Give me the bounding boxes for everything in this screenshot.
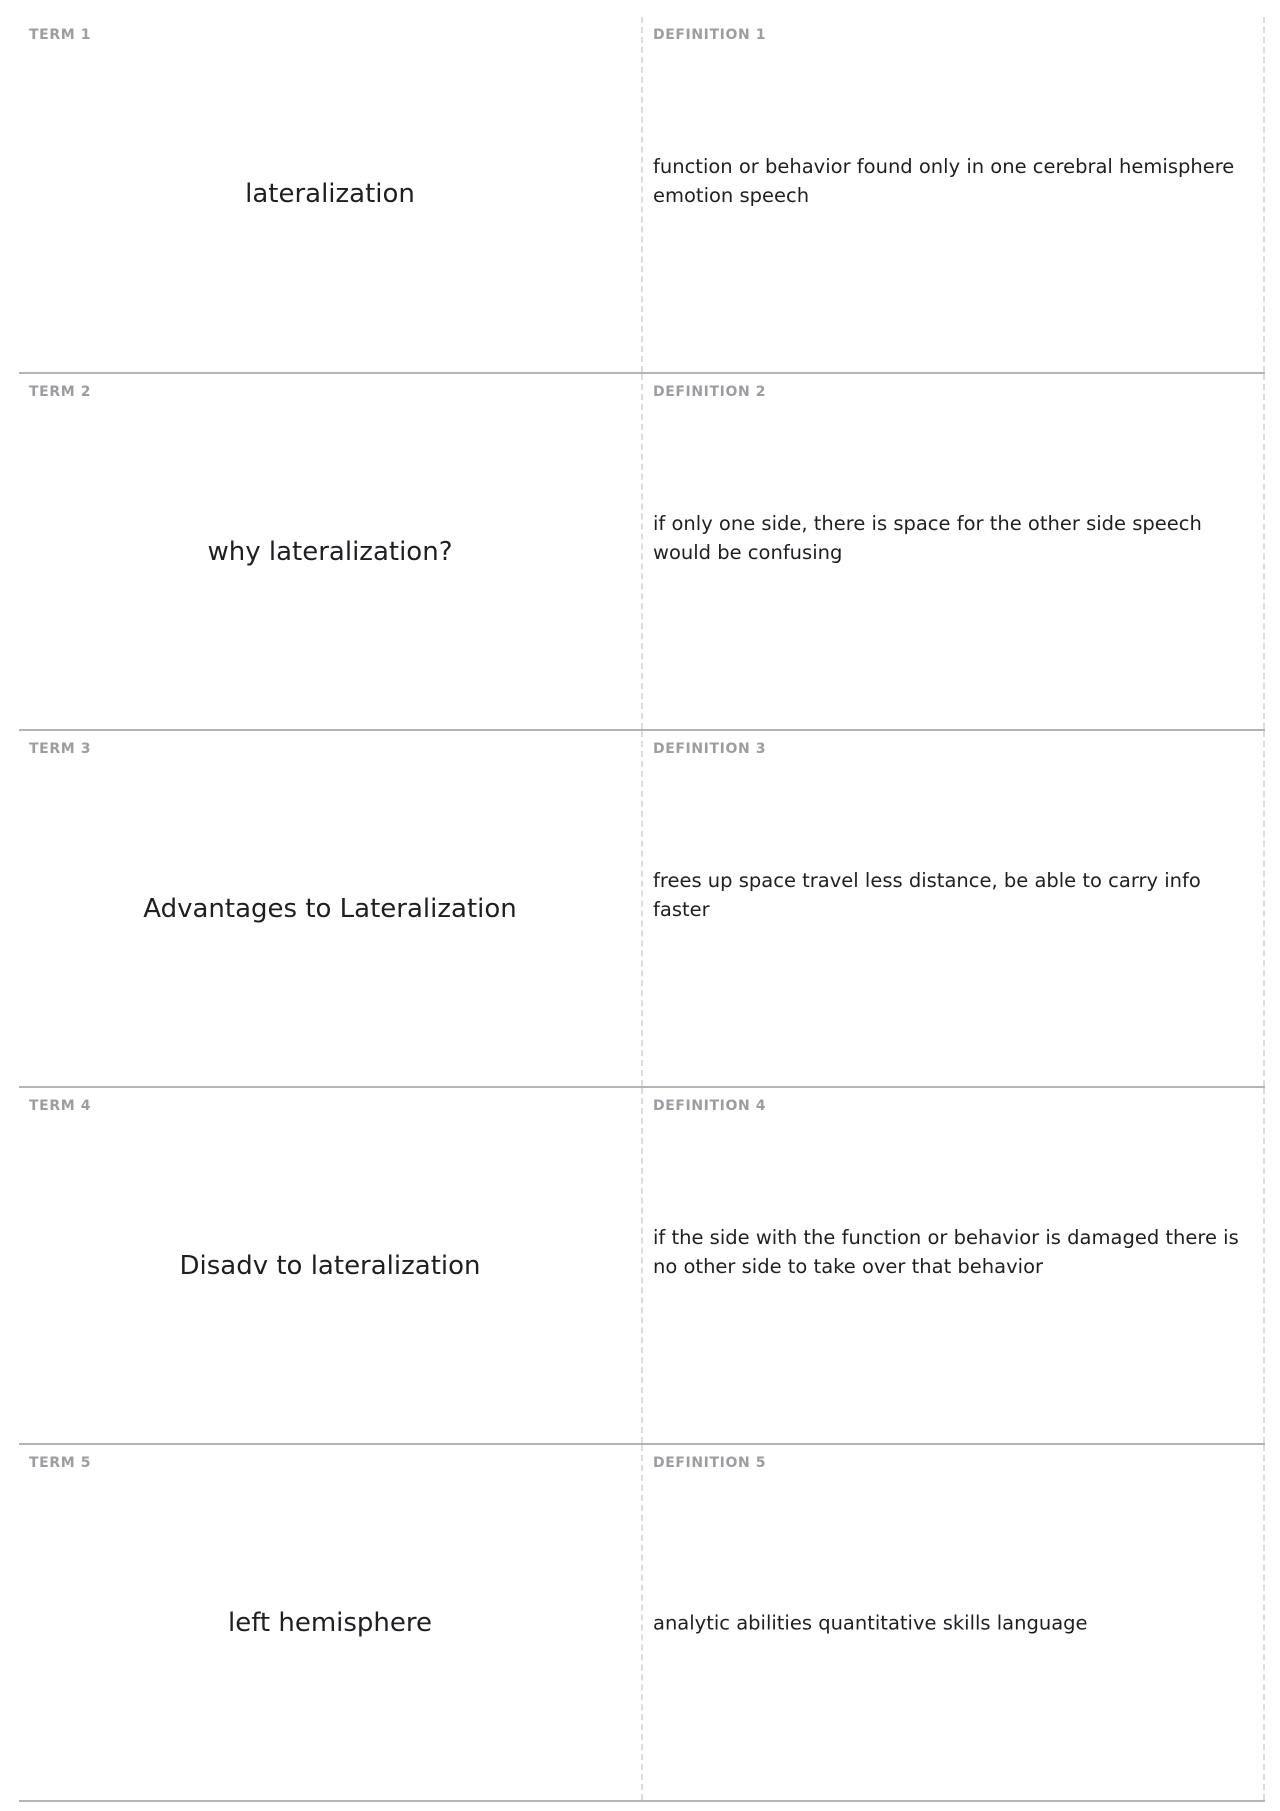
term-cell <box>19 731 643 1086</box>
term-cell <box>19 17 643 372</box>
term-label: TERM 1 <box>29 27 92 43</box>
term-label: TERM 3 <box>29 741 92 757</box>
term-label: TERM 2 <box>29 384 92 400</box>
definition-label: DEFINITION 4 <box>653 1098 767 1114</box>
flashcard-row <box>19 1445 1265 1802</box>
definition-cell <box>643 731 1265 1086</box>
definition-label: DEFINITION 2 <box>653 384 767 400</box>
definition-label: DEFINITION 1 <box>653 27 767 43</box>
flashcard-row <box>19 731 1265 1088</box>
flashcard-row <box>19 1088 1265 1445</box>
term-label: TERM 4 <box>29 1098 92 1114</box>
term-text: left hemisphere <box>227 1607 433 1638</box>
term-label: TERM 5 <box>29 1455 92 1471</box>
term-cell <box>19 374 643 729</box>
term-cell <box>19 1088 643 1443</box>
definition-cell <box>643 1088 1265 1443</box>
flashcard-row <box>19 17 1265 374</box>
definition-cell <box>643 1445 1265 1800</box>
definition-text: frees up space travel less distance, be able to carry info faster <box>653 868 1201 921</box>
flashcard-row <box>19 374 1265 731</box>
term-text: Disadv to lateralization <box>179 1250 481 1281</box>
term-text: lateralization <box>245 178 415 209</box>
term-text: why lateralization? <box>207 536 453 567</box>
term-cell <box>19 1445 643 1800</box>
definition-cell <box>643 374 1265 729</box>
definition-text: if only one side, there is space for the other side speech would be confusing <box>653 511 1202 564</box>
definition-text: if the side with the function or behavior is damaged there is no other side to take over that behavior <box>653 1225 1239 1278</box>
definition-label: DEFINITION 5 <box>653 1455 767 1471</box>
definition-text: function or behavior found only in one cerebral hemisphere emotion speech <box>653 154 1235 207</box>
flashcard-sheet <box>19 17 1265 1802</box>
definition-text: analytic abilities quantitative skills language <box>653 1611 1088 1634</box>
term-text: Advantages to Lateralization <box>143 893 517 924</box>
definition-cell <box>643 17 1265 372</box>
definition-label: DEFINITION 3 <box>653 741 767 757</box>
